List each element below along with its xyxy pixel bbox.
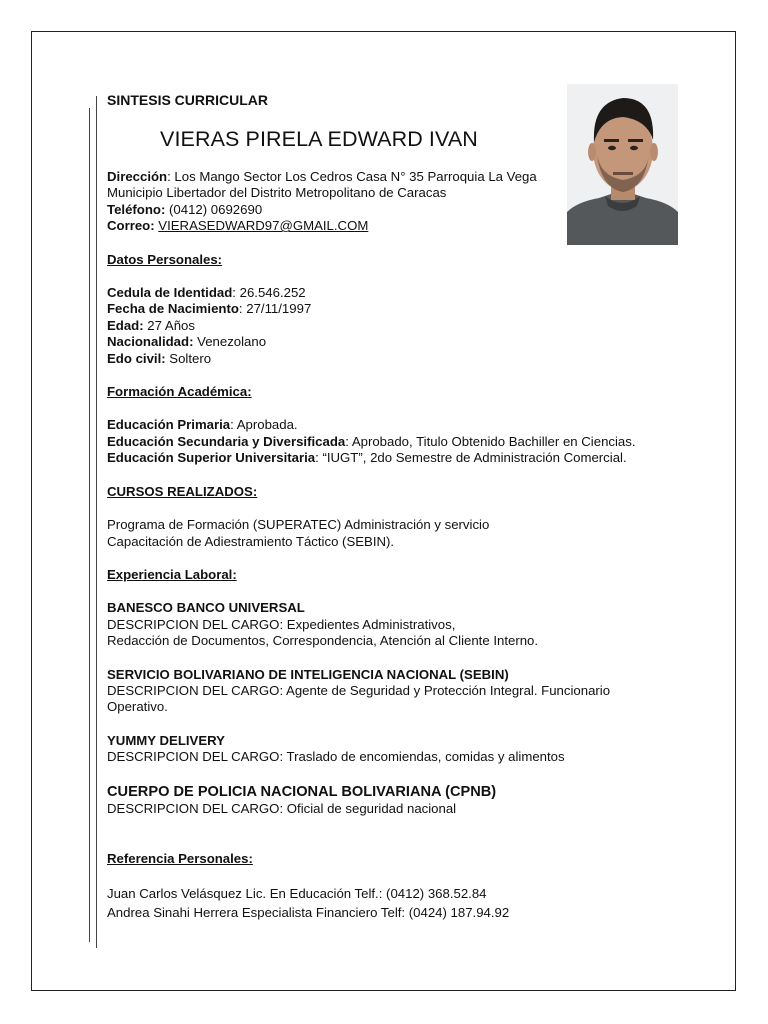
experience-section-title: Experiencia Laboral:: [107, 566, 237, 582]
document-heading: SINTESIS CURRICULAR: [107, 92, 269, 108]
personal-item-label: Cedula de Identidad: [107, 285, 233, 301]
course-item: Programa de Formación (SUPERATEC) Administración y servicio: [107, 517, 490, 533]
job-employer: YUMMY DELIVERY: [107, 732, 225, 748]
job-description: DESCRIPCION DEL CARGO: Expedientes Administrativos,: [107, 616, 456, 632]
email-line: [107, 218, 537, 234]
personal-item-label: Fecha de Nacimiento: [107, 301, 239, 317]
reference-item: Juan Carlos Velásquez Lic. En Educación Telf.: (0412) 368.52.84: [107, 886, 487, 902]
personal-item-value: : 27/11/1997: [238, 301, 312, 317]
references-title-text: Referencia Personales: [107, 850, 249, 866]
education-item-value: : Aprobada.: [230, 417, 298, 433]
personal-item: [107, 351, 667, 367]
references-section: [107, 884, 667, 922]
margin-rule-right: [96, 96, 97, 948]
phone-label: Teléfono:: [107, 201, 166, 217]
references-section-title: [107, 851, 667, 867]
courses-title-suffix: :: [252, 483, 258, 499]
email-link[interactable]: VIERASEDWARD97@GMAIL.COM: [158, 218, 369, 234]
job-employer: BANESCO BANCO UNIVERSAL: [107, 600, 305, 616]
education-item-value: : Aprobado, Titulo Obtenido Bachiller en Ciencias.: [345, 433, 636, 449]
job-description: DESCRIPCION DEL CARGO: Oficial de seguridad nacional: [107, 800, 457, 816]
personal-section-title: Datos Personales:: [107, 251, 223, 267]
education-section: [107, 417, 667, 466]
job-description: DESCRIPCION DEL CARGO: Traslado de encomiendas, comidas y alimentos: [107, 749, 565, 765]
resume-content: [107, 91, 667, 922]
email-label: Correo:: [107, 218, 155, 234]
job-entry: [107, 733, 667, 766]
job-description: Redacción de Documentos, Correspondencia, Atención al Cliente Interno.: [107, 633, 539, 649]
job-entry: [107, 600, 667, 649]
references-title-suffix: :: [248, 850, 253, 866]
course-item: Capacitación de Adiestramiento Táctico (SEBIN).: [107, 533, 395, 549]
education-item-label: Educación Superior Universitaria: [107, 450, 316, 466]
phone-value: (0412) 0692690: [165, 201, 263, 217]
candidate-name: VIERAS PIRELA EDWARD IVAN: [160, 127, 478, 151]
education-item: [107, 450, 667, 466]
personal-item-value: Soltero: [165, 350, 212, 366]
education-item-value: : “IUGT”, 2do Semestre de Administración Comercial.: [315, 450, 627, 466]
education-section-title: [107, 384, 667, 400]
education-title-suffix: :: [247, 384, 252, 400]
address-label: Dirección: [107, 169, 168, 184]
phone-line: [107, 202, 537, 218]
margin-rule-left: [89, 108, 90, 942]
job-description: DESCRIPCION DEL CARGO: Agente de Seguridad y Protección Integral. Funcionario Operativo.: [107, 682, 611, 715]
job-entry: [107, 667, 667, 716]
address-value: : Los Mango Sector Los Cedros Casa N° 35 Parroquia La Vega Municipio Libertador del Distrito Metropolitano de Caracas: [107, 169, 537, 201]
education-title-text: Formación Académica: [107, 384, 248, 400]
personal-item-value: Venezolano: [193, 334, 267, 350]
education-item-label: Educación Secundaria y Diversificada: [107, 433, 346, 449]
job-employer: SERVICIO BOLIVARIANO DE INTELIGENCIA NACIONAL (SEBIN): [107, 666, 509, 682]
personal-item-value: : 26.546.252: [232, 285, 306, 301]
personal-item: [107, 334, 667, 350]
reference-item: Andrea Sinahi Herrera Especialista Financiero Telf: (0424) 187.94.92: [107, 905, 510, 921]
experience-section: [107, 600, 667, 817]
education-item: [107, 417, 667, 433]
personal-item: [107, 318, 667, 334]
courses-section: [107, 517, 667, 550]
contact-block: [107, 169, 537, 235]
personal-item: [107, 285, 667, 301]
personal-item-label: Nacionalidad:: [107, 334, 194, 350]
address-line: [107, 169, 537, 202]
education-item-label: Educación Primaria: [107, 417, 231, 433]
job-employer: CUERPO DE POLICIA NACIONAL BOLIVARIANA (CPNB): [107, 783, 497, 800]
courses-section-title: [107, 484, 667, 500]
job-entry: [107, 783, 667, 817]
personal-section: [107, 285, 667, 367]
education-item: [107, 434, 667, 450]
courses-title-text: CURSOS REALIZADOS: [107, 483, 253, 499]
personal-item: [107, 301, 667, 317]
personal-item-value: 27 Años: [143, 317, 195, 333]
personal-item-label: Edo civil:: [107, 350, 166, 366]
personal-item-label: Edad:: [107, 317, 144, 333]
